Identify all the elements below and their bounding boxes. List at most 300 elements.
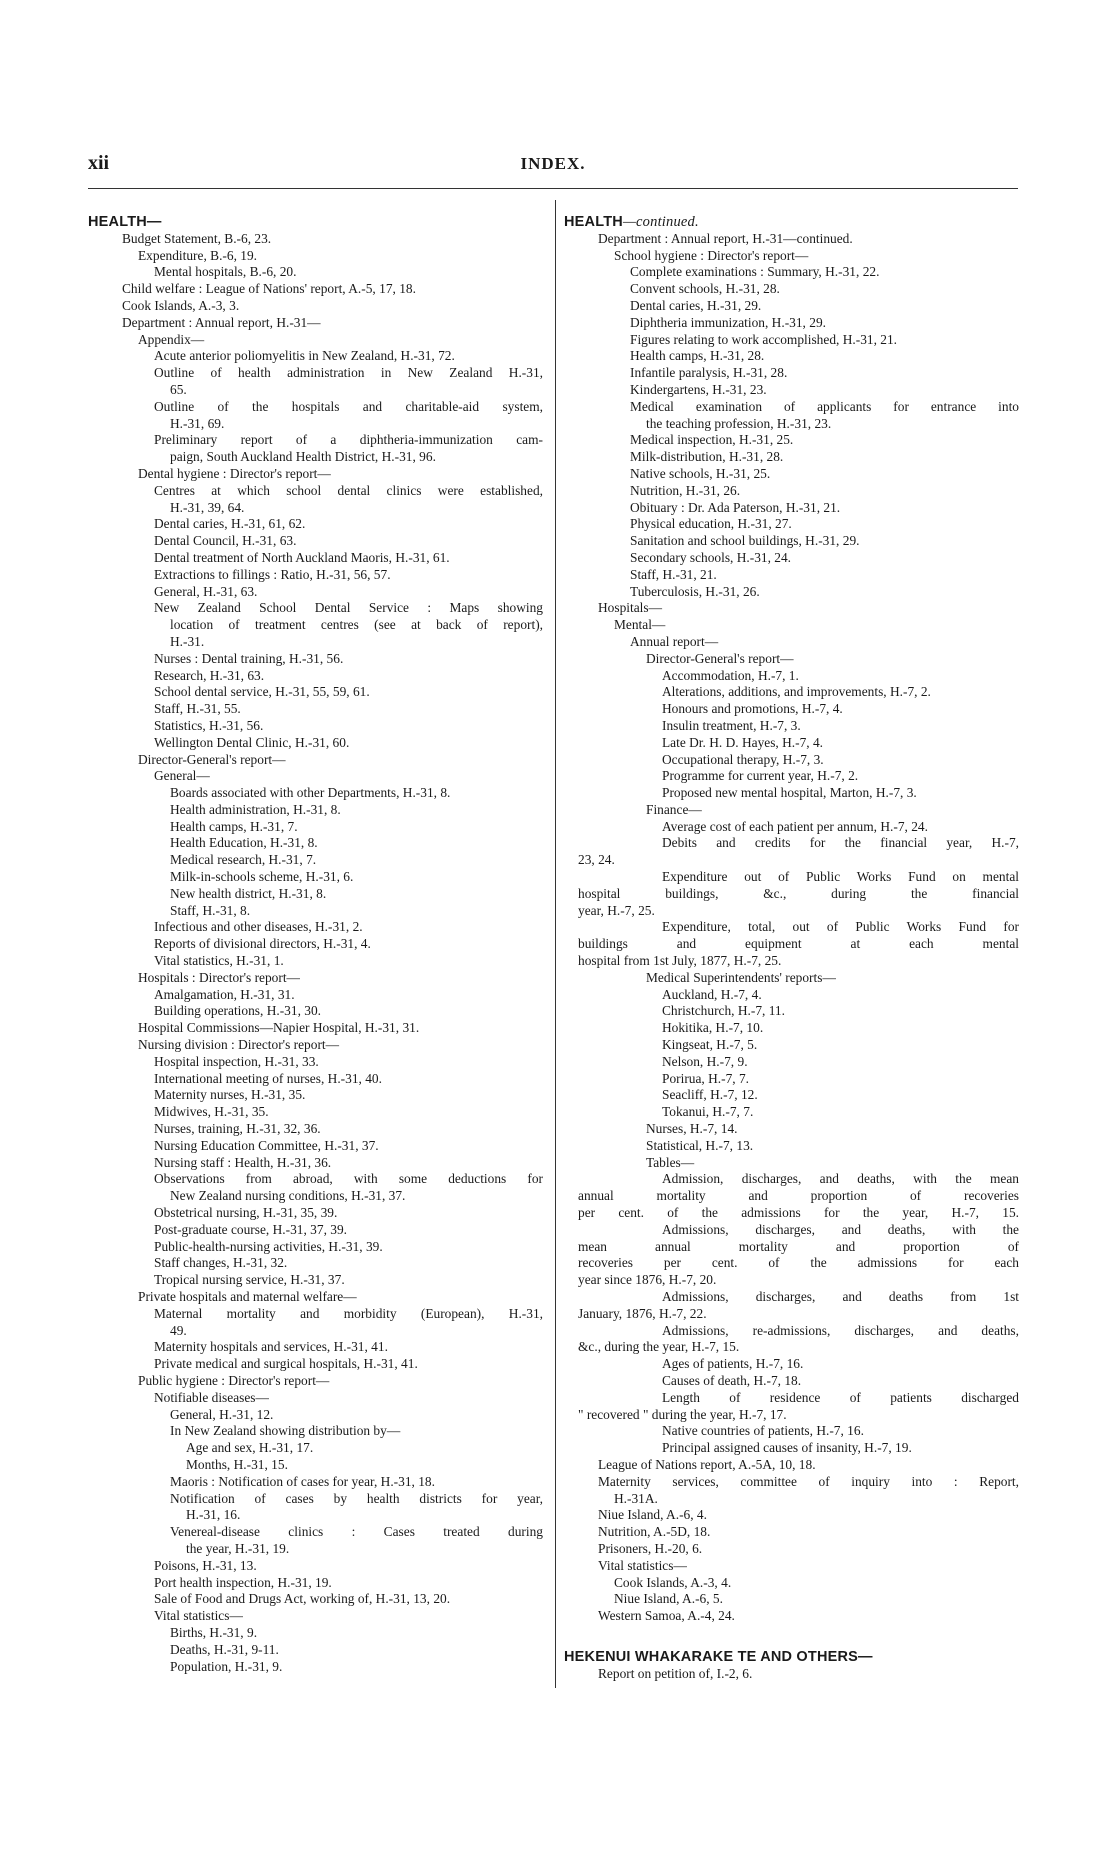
entry-text: Kindergartens, H.-31, 23.	[630, 381, 767, 397]
entry-text: Hokitika, H.-7, 10.	[662, 1020, 764, 1036]
index-entry	[616, 584, 1019, 601]
entry-text: Convent schools, H.-31, 28.	[630, 281, 780, 297]
index-entry	[616, 264, 1019, 281]
entry-text: H.-31.	[170, 633, 205, 649]
entry-text: Mental hospitals, B.-6, 20.	[154, 264, 297, 280]
entry-text: Extractions to fillings : Ratio, H.-31, 56, 57.	[154, 566, 391, 582]
index-entry	[648, 1037, 1019, 1054]
index-entry	[648, 1087, 1019, 1104]
index-entry	[632, 1155, 1019, 1172]
index-entry	[156, 416, 543, 433]
header-rule	[88, 188, 1018, 189]
index-entry	[172, 1541, 543, 1558]
index-entry	[564, 903, 1019, 920]
entry-text: Maternal mortality and morbidity (European), H.-31,	[154, 1305, 543, 1321]
index-entry	[648, 1222, 1019, 1239]
entry-text: recoveries per cent. of the admissions for each	[578, 1255, 1019, 1271]
entry-text: Health camps, H.-31, 7.	[170, 818, 298, 834]
index-entry	[140, 1239, 543, 1256]
entry-text: Public-health-nursing activities, H.-31, 39.	[154, 1238, 383, 1254]
index-entry	[140, 651, 543, 668]
entry-text: Centres at which school dental clinics were established,	[154, 482, 543, 498]
entry-text: Dental caries, H.-31, 29.	[630, 297, 762, 313]
entry-text: Boards associated with other Departments, H.-31, 8.	[170, 785, 451, 801]
index-entry	[564, 953, 1019, 970]
entry-text: Obstetrical nursing, H.-31, 35, 39.	[154, 1205, 338, 1221]
column-divider	[555, 200, 556, 1688]
index-entry	[632, 416, 1019, 433]
entry-text: General, H.-31, 63.	[154, 583, 258, 599]
entry-text: Months, H.-31, 15.	[186, 1456, 288, 1472]
entry-text: Milk-distribution, H.-31, 28.	[630, 449, 784, 465]
index-entry	[124, 1020, 543, 1037]
index-entry	[632, 651, 1019, 668]
entry-text: Maoris : Notification of cases for year, H.-31, 18.	[170, 1473, 435, 1489]
index-entry	[648, 1003, 1019, 1020]
entry-text: Hospital Commissions—Napier Hospital, H.-31, 31.	[138, 1020, 420, 1036]
entry-text: Staff changes, H.-31, 32.	[154, 1255, 288, 1271]
index-entry	[140, 264, 543, 281]
entry-text: Maternity hospitals and services, H.-31, 41.	[154, 1339, 388, 1355]
entry-text: Porirua, H.-7, 7.	[662, 1070, 750, 1086]
entry-text: Private hospitals and maternal welfare—	[138, 1289, 357, 1304]
index-entry	[584, 1541, 1019, 1558]
entry-text: Milk-in-schools scheme, H.-31, 6.	[170, 869, 354, 885]
entry-text: Report on petition of, I.-2, 6.	[598, 1665, 753, 1681]
entry-text: Poisons, H.-31, 13.	[154, 1557, 257, 1573]
entry-text: Public hygiene : Director's report—	[138, 1372, 330, 1388]
entry-text: Cook Islands, A.-3, 4.	[614, 1574, 732, 1590]
index-entry	[124, 752, 543, 769]
index-entry	[108, 231, 543, 248]
index-entry	[648, 1390, 1019, 1407]
index-entry	[156, 1625, 543, 1642]
entry-text: Medical examination of applicants for entrance into	[630, 398, 1019, 414]
index-entry	[648, 1323, 1019, 1340]
index-entry	[616, 315, 1019, 332]
entry-text: Late Dr. H. D. Hayes, H.-7, 4.	[662, 734, 824, 750]
index-entry	[140, 1356, 543, 1373]
index-entry	[156, 449, 543, 466]
index-entry	[156, 634, 543, 651]
index-entry	[172, 1440, 543, 1457]
index-entry	[140, 1087, 543, 1104]
entry-text: Vital statistics—	[598, 1557, 687, 1573]
index-entry	[156, 903, 543, 920]
index-heading	[564, 214, 1019, 231]
left-index-column	[88, 214, 543, 1675]
entry-text: Maternity services, committee of inquiry into : Report,	[598, 1473, 1019, 1489]
entry-text: Prisoners, H.-20, 6.	[598, 1540, 703, 1556]
index-entry	[156, 835, 543, 852]
running-head: INDEX.	[520, 154, 586, 173]
index-entry	[584, 1474, 1019, 1491]
entry-text: hospital from 1st July, 1877, H.-7, 25.	[578, 953, 782, 969]
entry-text: Nursing Education Committee, H.-31, 37.	[154, 1137, 379, 1153]
index-entry	[156, 1407, 543, 1424]
index-entry	[140, 936, 543, 953]
entry-text: Hospital inspection, H.-31, 33.	[154, 1053, 319, 1069]
index-entry	[616, 281, 1019, 298]
index-entry	[564, 1188, 1019, 1205]
index-entry	[140, 768, 543, 785]
index-entry	[564, 886, 1019, 903]
entry-text: Western Samoa, A.-4, 24.	[598, 1608, 735, 1624]
entry-text: School hygiene : Director's report—	[614, 247, 809, 263]
entry-text: year, H.-7, 25.	[578, 902, 655, 918]
index-entry	[156, 500, 543, 517]
index-entry	[648, 1054, 1019, 1071]
index-entry	[140, 533, 543, 550]
index-entry	[648, 1104, 1019, 1121]
entry-text: Length of residence of patients discharged	[662, 1389, 1019, 1405]
index-entry	[140, 735, 543, 752]
entry-text: Hospitals—	[598, 600, 662, 616]
entry-text: New Zealand nursing conditions, H.-31, 37.	[170, 1188, 406, 1204]
entry-text: Private medical and surgical hospitals, H.-31, 41.	[154, 1356, 418, 1372]
index-entry	[140, 1054, 543, 1071]
entry-text: Nurses, training, H.-31, 32, 36.	[154, 1121, 321, 1137]
entry-text: Health administration, H.-31, 8.	[170, 801, 341, 817]
index-entry	[600, 1575, 1019, 1592]
entry-text: Statistics, H.-31, 56.	[154, 717, 264, 733]
index-entry	[616, 348, 1019, 365]
entry-text: Department : Annual report, H.-31—continued.	[598, 230, 853, 246]
entry-text: Honours and promotions, H.-7, 4.	[662, 701, 843, 717]
index-entry	[172, 1457, 543, 1474]
entry-text: mean annual mortality and proportion of	[578, 1238, 1019, 1254]
index-entry	[600, 1491, 1019, 1508]
entry-text: Director-General's report—	[138, 751, 286, 767]
entry-text: Health Education, H.-31, 8.	[170, 835, 318, 851]
entry-text: Births, H.-31, 9.	[170, 1624, 258, 1640]
entry-text: Port health inspection, H.-31, 19.	[154, 1574, 332, 1590]
entry-text: Expenditure out of Public Works Fund on mental	[662, 869, 1019, 885]
entry-text: Physical education, H.-31, 27.	[630, 516, 792, 532]
entry-text: Nursing division : Director's report—	[138, 1037, 340, 1053]
entry-spacer	[564, 1625, 1019, 1649]
index-entry	[108, 281, 543, 298]
entry-text: League of Nations report, A.-5A, 10, 18.	[598, 1456, 816, 1472]
index-entry	[600, 1591, 1019, 1608]
entry-text: Research, H.-31, 63.	[154, 667, 265, 683]
index-entry	[156, 1474, 543, 1491]
index-entry	[140, 365, 543, 382]
index-entry	[124, 1373, 543, 1390]
entry-text: Outline of the hospitals and charitable-aid system,	[154, 398, 543, 414]
entry-text: Native countries of patients, H.-7, 16.	[662, 1423, 864, 1439]
entry-text: Sanitation and school buildings, H.-31, 29.	[630, 533, 860, 549]
index-entry	[140, 1558, 543, 1575]
index-entry	[140, 1306, 543, 1323]
entry-text: Vital statistics, H.-31, 1.	[154, 953, 284, 969]
entry-text: New Zealand School Dental Service : Maps showing	[154, 600, 543, 616]
entry-text: Age and sex, H.-31, 17.	[186, 1440, 314, 1456]
entry-text: Debits and credits for the financial year, H.-7,	[662, 835, 1019, 851]
entry-text: Infantile paralysis, H.-31, 28.	[630, 365, 788, 381]
entry-text: Annual report—	[630, 633, 719, 649]
entry-text: " recovered " during the year, H.-7, 17.	[578, 1406, 787, 1422]
entry-text: Christchurch, H.-7, 11.	[662, 1003, 785, 1019]
index-entry	[584, 1666, 1019, 1683]
entry-text: Proposed new mental hospital, Marton, H.-7, 3.	[662, 785, 917, 801]
entry-text: Health camps, H.-31, 28.	[630, 348, 765, 364]
index-entry	[616, 432, 1019, 449]
index-entry	[648, 869, 1019, 886]
entry-text: Medical inspection, H.-31, 25.	[630, 432, 794, 448]
index-entry	[140, 684, 543, 701]
index-entry	[584, 600, 1019, 617]
index-entry	[156, 802, 543, 819]
index-entry	[140, 1575, 543, 1592]
entry-text: Preliminary report of a diphtheria-immunization cam-	[154, 432, 543, 448]
index-entry	[584, 1507, 1019, 1524]
entry-text: Dental Council, H.-31, 63.	[154, 533, 297, 549]
index-entry	[124, 332, 543, 349]
page-number: xii	[88, 152, 110, 174]
entry-text: Nursing staff : Health, H.-31, 36.	[154, 1154, 332, 1170]
entry-text: Notification of cases by health districts for year,	[170, 1490, 543, 1506]
index-entry	[600, 248, 1019, 265]
entry-text: Statistical, H.-7, 13.	[646, 1137, 754, 1153]
entry-text: Reports of divisional directors, H.-31, 4.	[154, 936, 371, 952]
entry-text: Observations from abroad, with some deductions for	[154, 1171, 543, 1187]
index-entry	[140, 1608, 543, 1625]
entry-text: General, H.-31, 12.	[170, 1406, 274, 1422]
entry-text: General—	[154, 768, 210, 784]
entry-text: paign, South Auckland Health District, H.-31, 96.	[170, 449, 436, 465]
index-entry	[124, 970, 543, 987]
entry-text: HEALTH	[564, 214, 623, 230]
entry-text: Average cost of each patient per annum, H.-7, 24.	[662, 818, 928, 834]
entry-text: Complete examinations : Summary, H.-31, 22.	[630, 264, 880, 280]
entry-text: Finance—	[646, 801, 702, 817]
index-entry	[140, 718, 543, 735]
index-entry	[616, 332, 1019, 349]
index-entry	[172, 1507, 543, 1524]
index-entry	[632, 802, 1019, 819]
index-entry	[564, 1239, 1019, 1256]
index-entry	[156, 1524, 543, 1541]
index-entry	[156, 382, 543, 399]
entry-text: Staff, H.-31, 55.	[154, 701, 241, 717]
entry-text: Notifiable diseases—	[154, 1389, 269, 1405]
entry-text: Kingseat, H.-7, 5.	[662, 1037, 758, 1053]
entry-text: Dental caries, H.-31, 61, 62.	[154, 516, 306, 532]
entry-text: Medical research, H.-31, 7.	[170, 852, 317, 868]
index-entry	[564, 936, 1019, 953]
index-entry	[156, 1188, 543, 1205]
index-entry	[124, 1037, 543, 1054]
index-entry	[648, 785, 1019, 802]
entry-text: Amalgamation, H.-31, 31.	[154, 986, 295, 1002]
index-entry	[616, 550, 1019, 567]
index-entry	[140, 600, 543, 617]
entry-text: International meeting of nurses, H.-31, 40.	[154, 1070, 382, 1086]
entry-text: Accommodation, H.-7, 1.	[662, 667, 799, 683]
index-entry	[156, 886, 543, 903]
index-entry	[140, 1071, 543, 1088]
entry-text: Occupational therapy, H.-7, 3.	[662, 751, 824, 767]
index-entry	[156, 819, 543, 836]
index-entry	[648, 835, 1019, 852]
index-entry	[648, 752, 1019, 769]
entry-text: Nelson, H.-7, 9.	[662, 1053, 748, 1069]
index-entry	[616, 533, 1019, 550]
entry-text: Secondary schools, H.-31, 24.	[630, 549, 792, 565]
entry-text: location of treatment centres (see at back of report),	[170, 617, 543, 633]
index-entry	[584, 1457, 1019, 1474]
entry-text: Alterations, additions, and improvements, H.-7, 2.	[662, 684, 931, 700]
entry-text: per cent. of the admissions for the year, H.-7, 15.	[578, 1205, 1019, 1221]
index-entry	[616, 500, 1019, 517]
index-entry	[124, 466, 543, 483]
entry-text: Nurses : Dental training, H.-31, 56.	[154, 650, 344, 666]
entry-text: Midwives, H.-31, 35.	[154, 1104, 269, 1120]
index-entry	[632, 1138, 1019, 1155]
entry-text: Nutrition, H.-31, 26.	[630, 482, 741, 498]
entry-text: In New Zealand showing distribution by—	[170, 1423, 401, 1439]
index-entry	[648, 1373, 1019, 1390]
index-entry	[616, 382, 1019, 399]
right-index-column	[564, 214, 1019, 1683]
index-entry	[140, 348, 543, 365]
entry-text: 23, 24.	[578, 852, 615, 868]
entry-text: Figures relating to work accomplished, H.-31, 21.	[630, 331, 898, 347]
entry-text: Causes of death, H.-7, 18.	[662, 1372, 802, 1388]
index-entry	[140, 483, 543, 500]
entry-text: Admission, discharges, and deaths, with the mean	[662, 1171, 1019, 1187]
entry-text: Admissions, discharges, and deaths, with the	[662, 1221, 1019, 1237]
entry-text: 65.	[170, 381, 187, 397]
entry-text: H.-31, 16.	[186, 1507, 241, 1523]
index-entry	[600, 617, 1019, 634]
index-entry	[140, 1390, 543, 1407]
index-entry	[140, 1272, 543, 1289]
entry-text: Child welfare : League of Nations' report, A.-5, 17, 18.	[122, 281, 416, 297]
index-entry	[140, 1591, 543, 1608]
page-header	[88, 152, 1018, 182]
index-entry	[564, 1272, 1019, 1289]
index-entry	[156, 785, 543, 802]
index-entry	[140, 516, 543, 533]
entry-text: Auckland, H.-7, 4.	[662, 986, 762, 1002]
entry-text: Hospitals : Director's report—	[138, 969, 300, 985]
index-entry	[564, 1407, 1019, 1424]
entry-text: New health district, H.-31, 8.	[170, 885, 327, 901]
entry-text: School dental service, H.-31, 55, 59, 61.	[154, 684, 370, 700]
index-entry	[616, 449, 1019, 466]
index-entry	[648, 1071, 1019, 1088]
index-entry	[616, 567, 1019, 584]
entry-text: Vital statistics—	[154, 1608, 243, 1624]
index-entry	[648, 668, 1019, 685]
index-entry	[616, 634, 1019, 651]
index-entry	[156, 1659, 543, 1676]
entry-text: Director-General's report—	[646, 650, 794, 666]
entry-text: Programme for current year, H.-7, 2.	[662, 768, 859, 784]
index-entry	[156, 869, 543, 886]
index-entry	[648, 684, 1019, 701]
entry-text: Obituary : Dr. Ada Paterson, H.-31, 21.	[630, 499, 841, 515]
entry-text: Venereal-disease clinics : Cases treated during	[170, 1524, 543, 1540]
index-entry	[648, 1356, 1019, 1373]
index-entry	[140, 953, 543, 970]
entry-text: Tables—	[646, 1154, 695, 1170]
index-entry	[156, 1642, 543, 1659]
index-entry	[648, 1020, 1019, 1037]
entry-text: Diphtheria immunization, H.-31, 29.	[630, 314, 826, 330]
entry-text: Department : Annual report, H.-31—	[122, 314, 321, 330]
index-entry	[140, 1222, 543, 1239]
index-entry	[564, 852, 1019, 869]
index-entry	[140, 567, 543, 584]
entry-text: Appendix—	[138, 331, 205, 347]
index-entry	[156, 1423, 543, 1440]
index-entry	[648, 1171, 1019, 1188]
entry-text: Cook Islands, A.-3, 3.	[122, 297, 240, 313]
index-entry	[140, 1155, 543, 1172]
entry-text: Expenditure, B.-6, 19.	[138, 247, 258, 263]
index-entry	[648, 1423, 1019, 1440]
entry-text: Sale of Food and Drugs Act, working of, H.-31, 13, 20.	[154, 1591, 451, 1607]
entry-text: Tuberculosis, H.-31, 26.	[630, 583, 760, 599]
entry-text: Dental treatment of North Auckland Maoris, H.-31, 61.	[154, 549, 450, 565]
entry-text: Maternity nurses, H.-31, 35.	[154, 1087, 306, 1103]
entry-text: Tokanui, H.-7, 7.	[662, 1104, 754, 1120]
index-entry	[140, 432, 543, 449]
index-entry	[140, 1205, 543, 1222]
index-entry	[124, 1289, 543, 1306]
index-entry	[156, 617, 543, 634]
index-entry	[584, 1608, 1019, 1625]
entry-text: Ages of patients, H.-7, 16.	[662, 1356, 804, 1372]
entry-text: Infectious and other diseases, H.-31, 2.	[154, 919, 363, 935]
index-entry	[648, 819, 1019, 836]
entry-text: H.-31, 39, 64.	[170, 499, 245, 515]
index-entry	[616, 365, 1019, 382]
index-entry	[616, 516, 1019, 533]
entry-text: Acute anterior poliomyelitis in New Zealand, H.-31, 72.	[154, 348, 455, 364]
index-entry	[140, 1121, 543, 1138]
entry-text: Native schools, H.-31, 25.	[630, 465, 771, 481]
index-entry	[584, 231, 1019, 248]
entry-text: Deaths, H.-31, 9-11.	[170, 1641, 279, 1657]
entry-text: Mental—	[614, 617, 666, 633]
index-entry	[648, 987, 1019, 1004]
index-entry	[632, 1121, 1019, 1138]
index-entry	[140, 701, 543, 718]
index-entry	[648, 768, 1019, 785]
entry-text: Principal assigned causes of insanity, H.-7, 19.	[662, 1440, 912, 1456]
index-entry	[156, 1491, 543, 1508]
entry-text: Dental hygiene : Director's report—	[138, 465, 331, 481]
index-entry	[140, 1003, 543, 1020]
entry-text: Insulin treatment, H.-7, 3.	[662, 717, 801, 733]
entry-text: annual mortality and proportion of recoveries	[578, 1188, 1019, 1204]
index-entry	[564, 1306, 1019, 1323]
entry-text: Tropical nursing service, H.-31, 37.	[154, 1272, 345, 1288]
index-entry	[564, 1255, 1019, 1272]
index-entry	[140, 1171, 543, 1188]
entry-text: year since 1876, H.-7, 20.	[578, 1272, 717, 1288]
index-entry	[156, 852, 543, 869]
entry-text: Building operations, H.-31, 30.	[154, 1003, 321, 1019]
index-entry	[140, 550, 543, 567]
index-entry	[108, 298, 543, 315]
entry-text: Staff, H.-31, 21.	[630, 566, 717, 582]
heading-continuation: —continued.	[622, 214, 699, 230]
